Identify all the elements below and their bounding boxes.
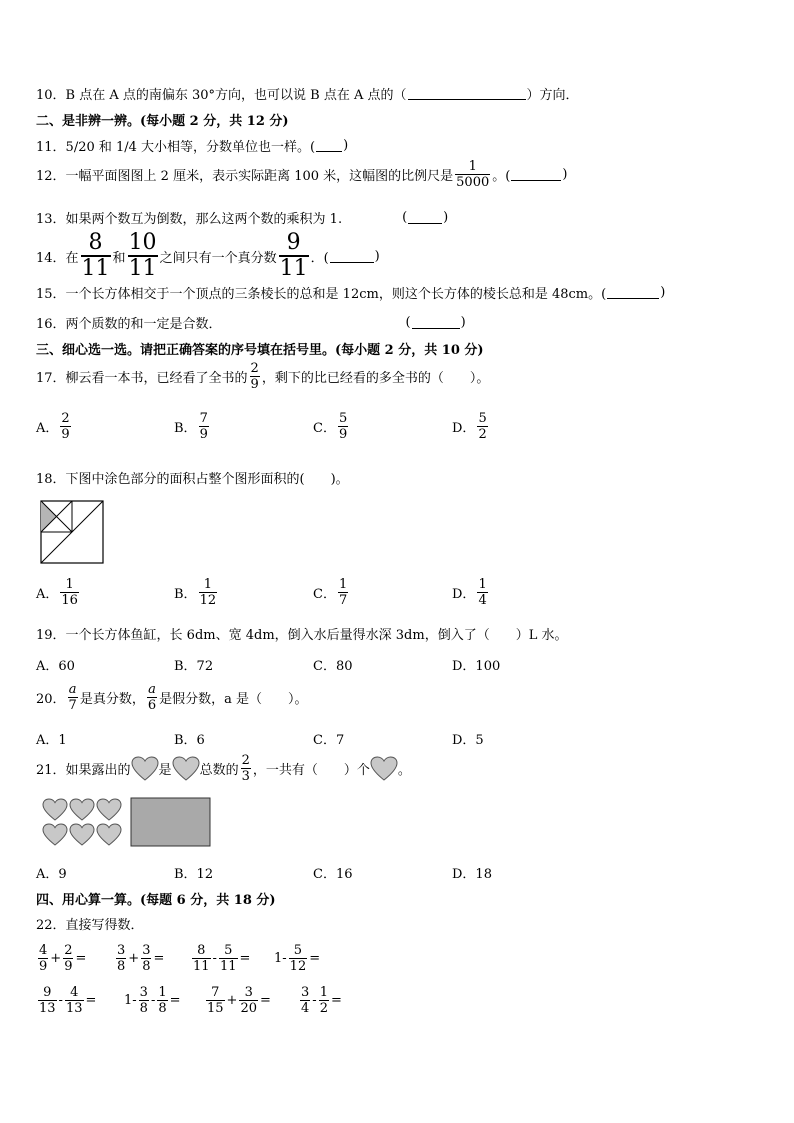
- q11-text: 11．5/20 和 1/4 大小相等，分数单位也一样。(: [36, 140, 316, 155]
- option-c[interactable]: C．80: [313, 659, 353, 674]
- option-a[interactable]: A． $\frac{2}{9}$: [36, 411, 70, 442]
- question-17: 17．柳云看一本书，已经看了全书的 $\frac{2}{9}$ ，剩下的比已经看的多全书的（ ）。: [36, 361, 490, 392]
- calc-expression: [204, 986, 271, 1015]
- operator: =: [239, 951, 251, 966]
- heart-icon: [43, 799, 67, 820]
- q12-text-b: 。(: [492, 169, 511, 184]
- heart-icon: [172, 756, 200, 782]
- question-20: 20． $\frac{a}{7}$ 是真分数， $\frac{a}{6}$ 是假分数，a 是（ ）。: [36, 682, 308, 713]
- option-d[interactable]: D． $\frac{5}{2}$: [452, 411, 487, 442]
- fraction: $\frac{2}{9}$: [64, 943, 73, 974]
- fraction: $\frac{4}{13}$: [65, 985, 83, 1016]
- option-b[interactable]: B．12: [174, 867, 214, 882]
- option-c[interactable]: C． $\frac{1}{7}$: [313, 577, 348, 608]
- q11-text-end: ): [343, 138, 349, 153]
- fraction: $\frac{3}{20}$: [240, 985, 257, 1016]
- fraction: $\frac{8}{11}$: [81, 230, 110, 281]
- option-c[interactable]: C． $\frac{5}{9}$: [313, 411, 348, 442]
- heart-icon: [43, 824, 67, 845]
- q12-text: 12．一幅平面图图上 2 厘米，表示实际距离 100 米，这幅图的比例尺是: [36, 169, 454, 184]
- operator: =: [85, 993, 97, 1008]
- q10-text: 10．B 点在 A 点的南偏东 30°方向，也可以说 B 点在 A 点的（: [36, 88, 407, 103]
- heart-icon: [70, 824, 94, 845]
- fraction: $\frac{2}{3}$: [241, 753, 250, 784]
- question-21: 21．如果露出的 是 总数的 $\frac{2}{3}$ ，一共有（ ）个 。: [36, 753, 411, 784]
- fraction: $\frac{7}{15}$: [207, 985, 224, 1016]
- fraction: $\frac{5}{12}$: [289, 943, 307, 974]
- question-16: 16．两个质数的和一定是合数． ( ): [36, 315, 466, 332]
- option-b[interactable]: B．6: [174, 733, 205, 748]
- operator: 1-: [274, 951, 287, 966]
- operator: -: [150, 993, 156, 1008]
- operator: =: [169, 993, 181, 1008]
- answer-blank[interactable]: [408, 211, 442, 224]
- option-d[interactable]: D．5: [452, 733, 484, 748]
- cover-card: [131, 798, 210, 846]
- question-15: 15．一个长方体相交于一个顶点的三条棱长的总和是 12cm，则这个长方体的棱长总和是 48cm。( ): [36, 285, 666, 302]
- calc-expression: [36, 944, 86, 973]
- calc-expression: [124, 986, 181, 1015]
- calc-expression: [274, 944, 320, 973]
- option-c[interactable]: C．16: [313, 867, 353, 882]
- fraction: $\frac{9}{13}$: [39, 985, 56, 1016]
- question-14: 14．在 $\frac{8}{11}$ 和 $\frac{10}{11}$ 之间只有一个真分数 $\frac{9}{11}$ ．( ): [36, 230, 380, 281]
- question-19: 19．一个长方体鱼缸，长 6dm、宽 4dm，倒入水后量得水深 3dm，倒入了（ ）L 水。: [36, 628, 568, 643]
- answer-blank[interactable]: [316, 139, 342, 152]
- fraction: $\frac{a}{6}$: [147, 682, 157, 713]
- operator: +: [226, 993, 238, 1008]
- operator: =: [309, 951, 321, 966]
- operator: -: [212, 951, 217, 966]
- operator: =: [260, 993, 271, 1008]
- section-title: 三、细心选一选。请把正确答案的序号填在括号里。(每小题 2 分，共 10 分): [36, 343, 484, 358]
- question-11: [36, 136, 348, 155]
- fraction: $\frac{3}{8}$: [139, 985, 148, 1016]
- calc-expression: [36, 986, 96, 1015]
- operator: 1-: [124, 993, 137, 1008]
- option-a[interactable]: A．9: [36, 867, 67, 882]
- operator: +: [128, 951, 140, 966]
- fraction: $\frac{1}{5000}$: [456, 159, 490, 190]
- option-c[interactable]: C．7: [313, 733, 345, 748]
- option-d[interactable]: D．18: [452, 867, 492, 882]
- operator: -: [312, 993, 317, 1008]
- operator: +: [50, 951, 62, 966]
- option-d[interactable]: D．100: [452, 659, 501, 674]
- option-a[interactable]: A．1: [36, 733, 67, 748]
- option-a[interactable]: A．60: [36, 659, 75, 674]
- heart-icon: [97, 799, 121, 820]
- question-13: 13．如果两个数互为倒数，那么这两个数的乘积为 1. ( ): [36, 210, 449, 227]
- option-b[interactable]: B． $\frac{1}{12}$: [174, 577, 217, 608]
- heart-icon: [370, 756, 398, 782]
- fraction: $\frac{9}{11}$: [279, 230, 308, 281]
- section-title: 四、用心算一算。(每题 6 分，共 18 分): [36, 893, 276, 908]
- fraction: $\frac{3}{4}$: [301, 985, 310, 1016]
- operator: =: [75, 951, 87, 966]
- calc-expression: [190, 944, 250, 973]
- fraction: $\frac{8}{11}$: [193, 943, 210, 974]
- fraction: $\frac{3}{8}$: [142, 943, 151, 974]
- operator: =: [330, 993, 342, 1008]
- option-d[interactable]: D． $\frac{1}{4}$: [452, 577, 487, 608]
- fraction: $\frac{1}{2}$: [319, 985, 328, 1016]
- operator: -: [58, 993, 63, 1008]
- fraction: $\frac{1}{8}$: [158, 985, 167, 1016]
- heart-icon: [131, 756, 159, 782]
- shaded-square-figure: [40, 500, 104, 564]
- answer-blank[interactable]: [607, 286, 659, 299]
- heart-icon: [97, 824, 121, 845]
- option-b[interactable]: B． $\frac{7}{9}$: [174, 411, 208, 442]
- operator: =: [153, 951, 165, 966]
- calc-expression: [114, 944, 164, 973]
- fraction: $\frac{2}{9}$: [250, 361, 259, 392]
- calc-expression: [298, 986, 342, 1015]
- fraction: $\frac{3}{8}$: [117, 943, 126, 974]
- answer-blank[interactable]: [412, 316, 460, 329]
- answer-blank[interactable]: [408, 87, 526, 100]
- hearts-figure: [40, 796, 212, 848]
- fraction: $\frac{4}{9}$: [39, 943, 48, 974]
- question-18: 18．下图中涂色部分的面积占整个图形面积的( )。: [36, 472, 349, 487]
- q10-text-end: ）方向．: [526, 88, 579, 103]
- fraction: $\frac{a}{7}$: [68, 682, 77, 713]
- heart-icon: [70, 799, 94, 820]
- section-title: 二、是非辨一辨。(每小题 2 分，共 12 分): [36, 114, 289, 129]
- q12-text-end: ): [562, 167, 568, 182]
- fraction: $\frac{10}{11}$: [128, 230, 157, 281]
- option-b[interactable]: B．72: [174, 659, 214, 674]
- answer-blank[interactable]: [511, 168, 561, 181]
- question-10: [36, 84, 579, 103]
- answer-blank[interactable]: [330, 250, 374, 263]
- fraction: $\frac{5}{11}$: [219, 943, 237, 974]
- question-12: [36, 160, 567, 189]
- q13-text: 13．如果两个数互为倒数，那么这两个数的乘积为 1.: [36, 212, 343, 227]
- question-22: 22．直接写得数．: [36, 918, 144, 933]
- option-a[interactable]: A． $\frac{1}{16}$: [36, 577, 78, 608]
